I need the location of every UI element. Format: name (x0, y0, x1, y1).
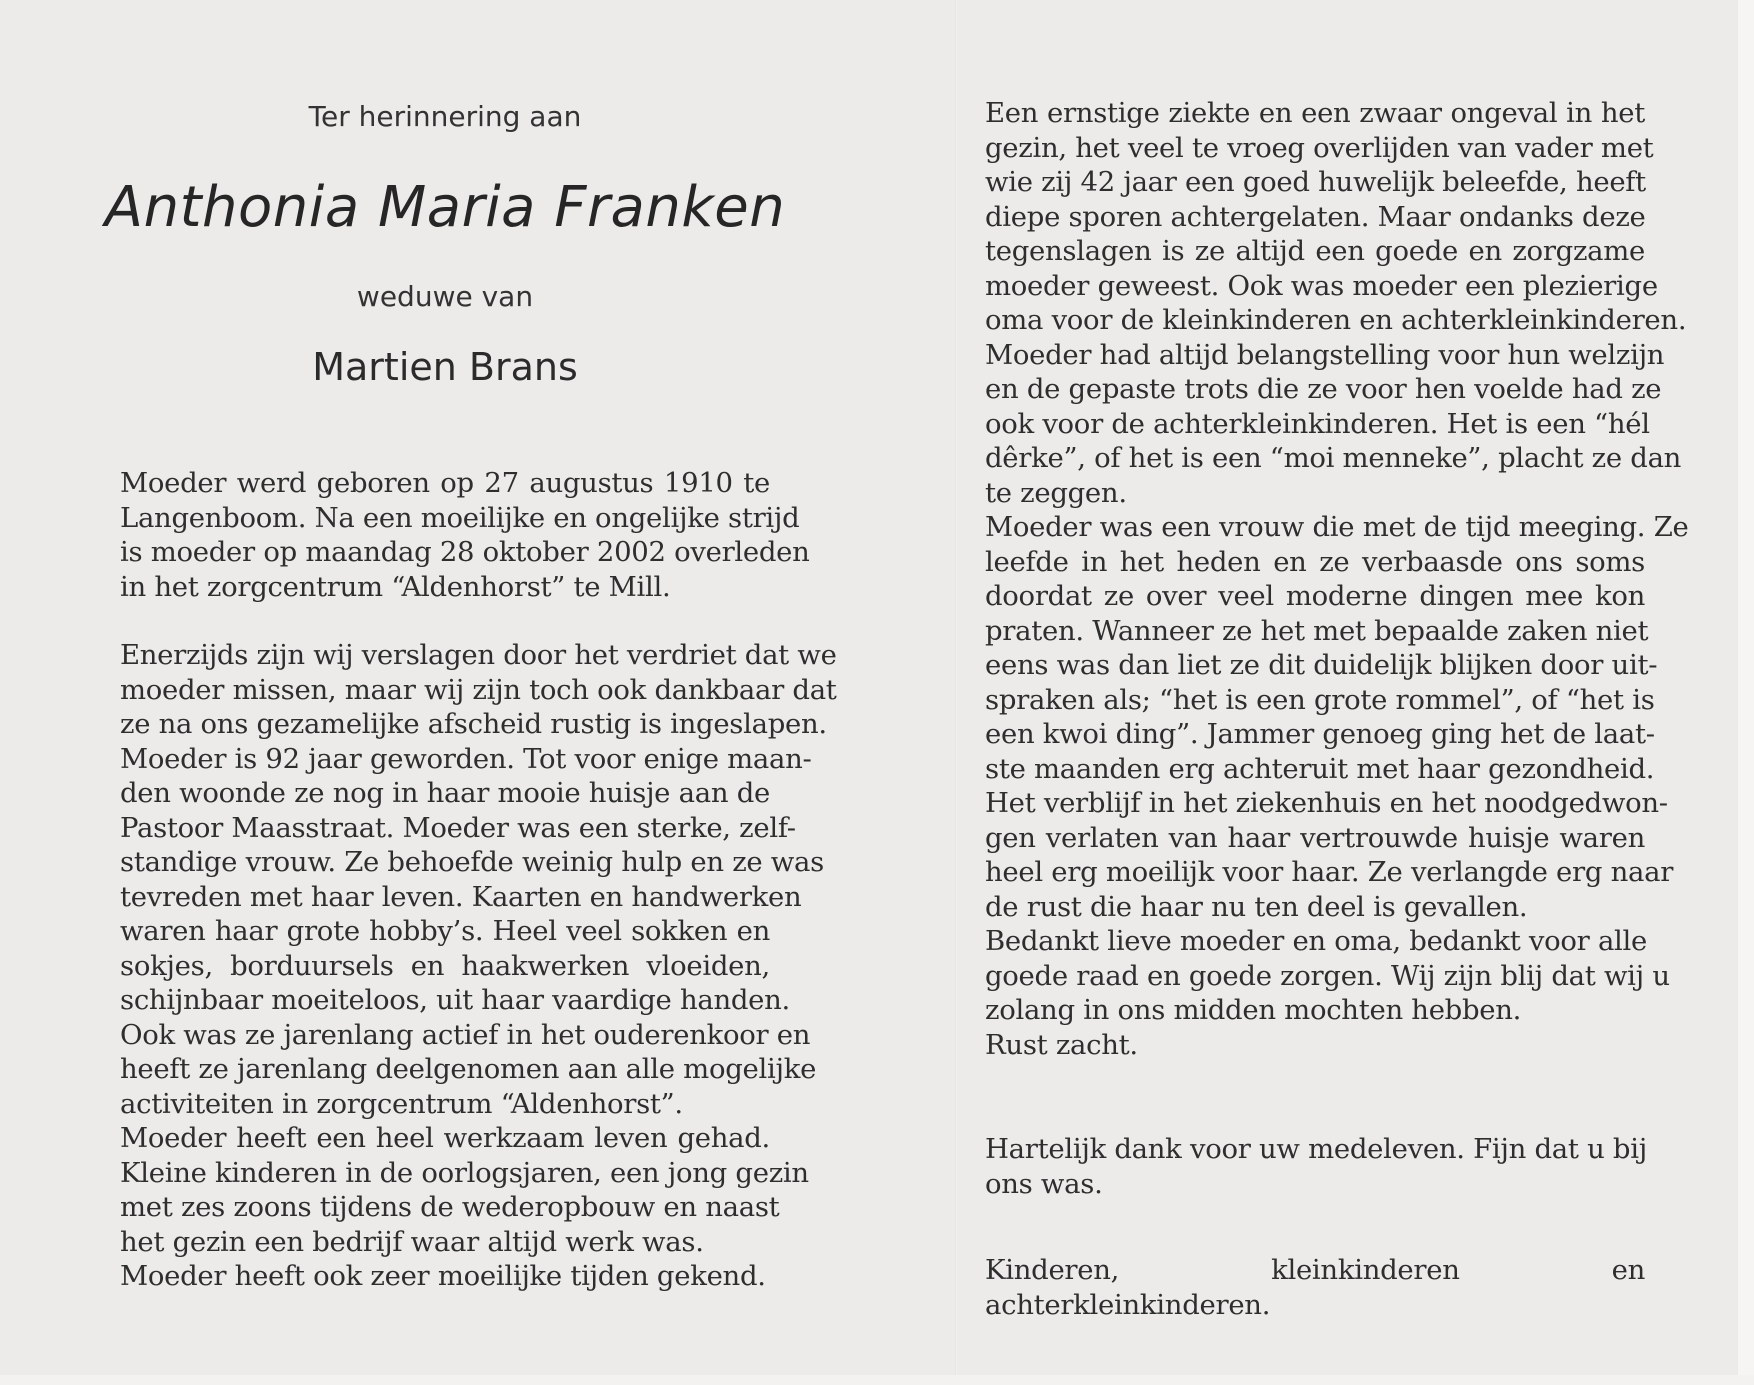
text-line: zolang in ons midden mochten hebben. (985, 994, 1522, 1026)
card-edge-bottom (0, 1375, 1754, 1385)
text-line: Moeder heeft een heel werkzaam leven gehad. (120, 1122, 770, 1154)
card-fold (955, 0, 957, 1385)
text-line: is moeder op maandag 28 oktober 2002 overleden (120, 536, 810, 568)
main-paragraph (985, 96, 1689, 1062)
text-line: een kwoi ding”. Jammer genoeg ging het de laat- (985, 718, 1655, 750)
text-line: eens was dan liet ze dit duidelijk blijken door uit- (985, 649, 1658, 681)
text-line: in het zorgcentrum “Aldenhorst” te Mill. (120, 570, 671, 603)
deceased-name: Anthonia Maria Franken (104, 175, 786, 240)
paragraph (120, 638, 837, 1294)
text-line: Moeder werd geboren op 27 augustus 1910 te (120, 467, 770, 499)
text-line: oma voor de kleinkinderen en achterkleinkinderen. (985, 304, 1687, 336)
text-line: Ook was ze jarenlang actief in het ouderenkoor en (120, 1018, 811, 1051)
text-line: het gezin een bedrijf waar altijd werk was. (120, 1225, 704, 1258)
text-line: Langenboom. Na een moeilijke en ongelijke strijd (120, 501, 800, 534)
intro-text: Ter herinnering aan (308, 100, 582, 133)
paragraph (120, 466, 810, 604)
text-line: activiteiten in zorgcentrum “Aldenhorst”. (120, 1087, 683, 1120)
text-line: Hartelijk dank voor uw medeleven. Fijn dat u bij (985, 1133, 1647, 1165)
birth-paragraph (120, 466, 810, 604)
text-line: wie zij 42 jaar een goed huwelijk beleefde, heeft (985, 166, 1646, 198)
text-line: moeder missen, maar wij zijn toch ook dankbaar dat (120, 673, 837, 706)
text-line: en de gepaste trots die ze voor hen voelde had ze (985, 373, 1662, 405)
paragraph (985, 96, 1689, 1062)
text-line: schijnbaar moeiteloos, uit haar vaardige handen. (120, 984, 790, 1016)
signature: Kinderen, kleinkinderen en achterkleinkinderen. (985, 1254, 1645, 1321)
text-line: den woonde ze nog in haar mooie huisje aan de (120, 777, 770, 809)
spouse-name: Martien Brans (312, 345, 578, 389)
text-line: heeft ze jarenlang deelgenomen aan alle mogelijke (120, 1053, 817, 1085)
widow-of-text: weduwe van (356, 280, 534, 313)
text-line: ons was. (985, 1167, 1103, 1200)
text-line: Moeder heeft ook zeer moeilijke tijden gekend. (120, 1260, 766, 1292)
text-line: Moeder is 92 jaar geworden. Tot voor enige maan- (120, 742, 812, 775)
text-line: Pastoor Maasstraat. Moeder was een sterke, zelf- (120, 811, 796, 844)
text-line: spraken als; “het is een grote rommel”, of “het is (985, 683, 1655, 716)
text-line: standige vrouw. Ze behoefde weinig hulp en ze was (120, 846, 824, 878)
text-line: diepe sporen achtergelaten. Maar ondanks deze (985, 200, 1646, 233)
thanks-paragraph (985, 1132, 1645, 1201)
text-line: goede raad en goede zorgen. Wij zijn blij dat wij u (985, 959, 1670, 992)
text-line: doordat ze over veel moderne dingen mee kon (985, 580, 1645, 612)
text-line: moeder geweest. Ook was moeder een plezierige (985, 269, 1658, 302)
text-line: Het verblijf in het ziekenhuis en het noodgedwon- (985, 787, 1668, 819)
card-edge-right (1738, 0, 1754, 1385)
text-line: Kleine kinderen in de oorlogsjaren, een jong gezin (120, 1156, 809, 1189)
text-line: Enerzijds zijn wij verslagen door het verdriet dat we (120, 639, 837, 671)
text-line: leefde in het heden en ze verbaasde ons soms (985, 545, 1645, 578)
text-line: tevreden met haar leven. Kaarten en handwerken (120, 880, 802, 913)
text-line: met zes zoons tijdens de wederopbouw en naast (120, 1191, 780, 1223)
text-line: Moeder was een vrouw die met de tijd meeging. Ze (985, 511, 1689, 543)
text-line: waren haar grote hobby’s. Heel veel sokken en (120, 915, 770, 947)
text-line: tegenslagen is ze altijd een goede en zorgzame (985, 235, 1645, 267)
text-line: Bedankt lieve moeder en oma, bedankt voor alle (985, 925, 1648, 957)
text-line: heel erg moeilijk voor haar. Ze verlangde erg naar (985, 856, 1674, 888)
text-line: praten. Wanneer ze het met bepaalde zaken niet (985, 614, 1649, 647)
text-line: ook voor de achterkleinkinderen. Het is een “hél (985, 407, 1650, 440)
paragraph (985, 1132, 1645, 1201)
text-line: ste maanden erg achteruit met haar gezondheid. (985, 752, 1655, 785)
text-line: Rust zacht. (985, 1028, 1138, 1061)
text-line: Moeder had altijd belangstelling voor hun welzijn (985, 338, 1665, 371)
text-line: gezin, het veel te vroeg overlijden van vader met (985, 131, 1654, 164)
text-line: Een ernstige ziekte en een zwaar ongeval in het (985, 97, 1645, 129)
text-line: ze na ons gezamelijke afscheid rustig is ingeslapen. (120, 708, 827, 740)
text-line: sokjes, borduursels en haakwerken vloeiden, (120, 949, 770, 982)
text-line: te zeggen. (985, 476, 1127, 509)
text-line: gen verlaten van haar vertrouwde huisje waren (985, 821, 1645, 854)
text-line: de rust die haar nu ten deel is gevallen. (985, 890, 1528, 923)
text-line: dêrke”, of het is een “moi menneke”, placht ze dan (985, 442, 1682, 474)
life-paragraph (120, 638, 837, 1294)
